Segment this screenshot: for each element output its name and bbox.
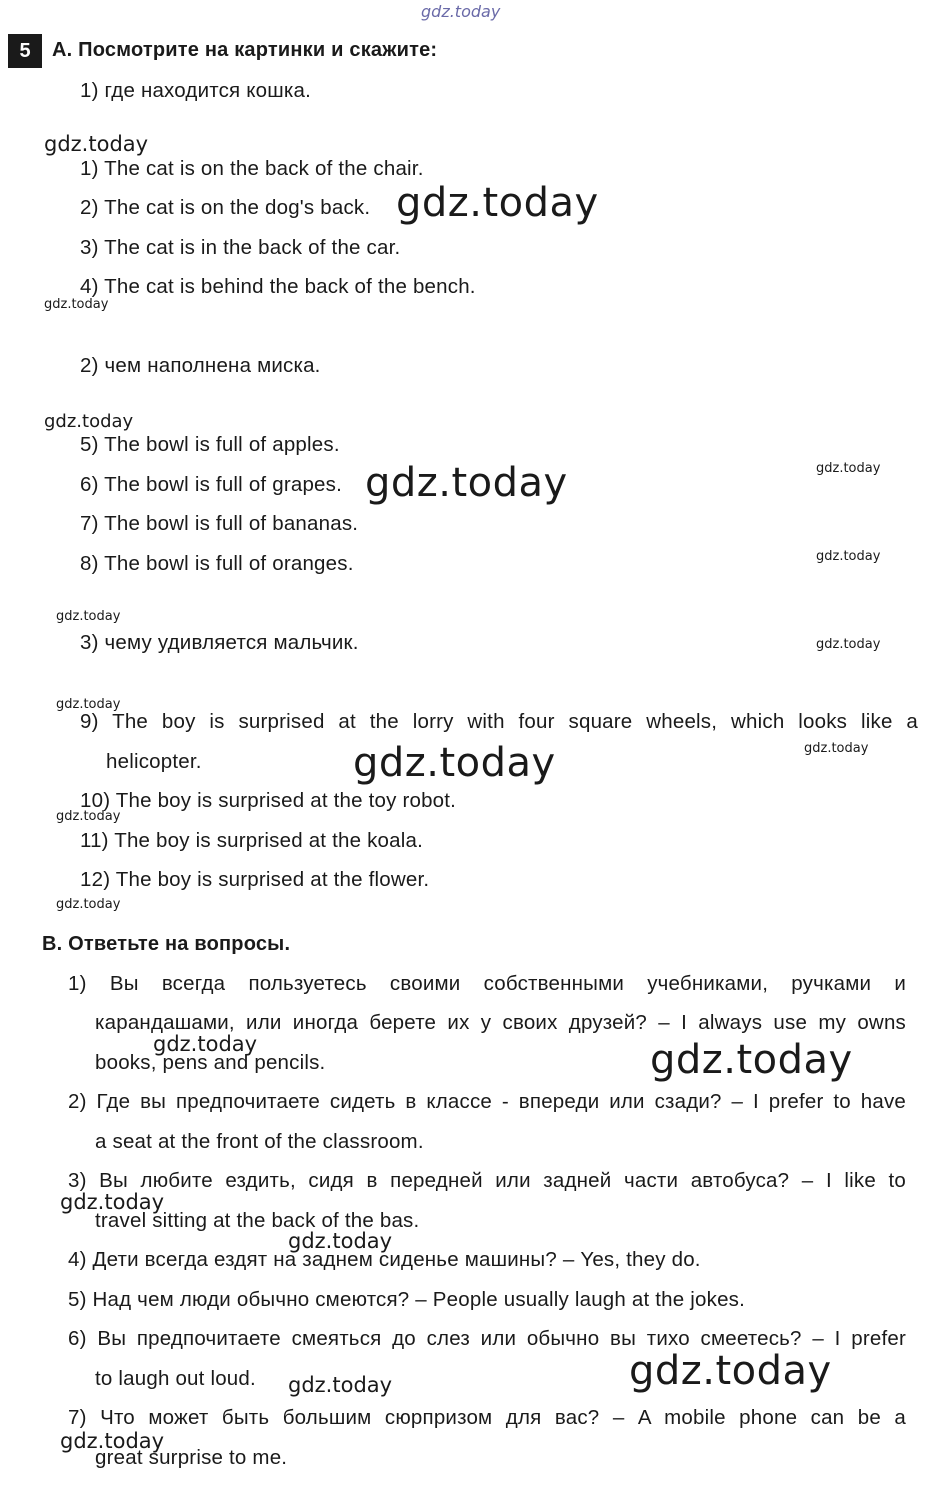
qa-line: 2) Где вы предпочитаете сидеть в классе - впереди или сзади? – I prefer to have bbox=[68, 1090, 906, 1113]
watermark: gdz.today bbox=[56, 697, 121, 712]
watermark: gdz.today bbox=[60, 1190, 165, 1214]
answer-line: 7) The bowl is full of bananas. bbox=[80, 512, 359, 535]
watermark: gdz.today bbox=[56, 809, 121, 824]
qa-line: to laugh out loud. bbox=[95, 1367, 256, 1390]
answer-line: 2) The cat is on the dog's back. bbox=[80, 196, 371, 219]
watermark: gdz.today bbox=[153, 1032, 258, 1056]
watermark: gdz.today bbox=[396, 180, 599, 226]
watermark: gdz.today bbox=[56, 609, 121, 624]
watermark: gdz.today bbox=[288, 1229, 393, 1253]
answer-line: 12) The boy is surprised at the flower. bbox=[80, 868, 430, 891]
watermark: gdz.today bbox=[56, 897, 121, 912]
exercise-number-badge: 5 bbox=[8, 34, 42, 68]
qa-line: 5) Над чем люди обычно смеются? – People usually laugh at the jokes. bbox=[68, 1288, 746, 1311]
watermark: gdz.today bbox=[816, 549, 881, 564]
answer-line: 9) The boy is surprised at the lorry with four square wheels, which looks like a bbox=[80, 710, 918, 733]
qa-line: 7) Что может быть большим сюрпризом для вас? – A mobile phone can be a bbox=[68, 1406, 906, 1429]
part-b-heading: B. Ответьте на вопросы. bbox=[42, 933, 291, 955]
question-prompt: 3) чему удивляется мальчик. bbox=[80, 631, 359, 654]
watermark: gdz.today bbox=[421, 2, 501, 21]
answer-line: 1) The cat is on the back of the chair. bbox=[80, 157, 424, 180]
part-a-heading: A. Посмотрите на картинки и скажите: bbox=[52, 39, 438, 61]
watermark: gdz.today bbox=[288, 1373, 393, 1397]
watermark: gdz.today bbox=[804, 741, 869, 756]
watermark: gdz.today bbox=[629, 1348, 832, 1394]
qa-line: карандашами, или иногда берете их у своих друзей? – I always use my owns bbox=[95, 1011, 906, 1034]
watermark: gdz.today bbox=[650, 1037, 853, 1083]
answer-line: 6) The bowl is full of grapes. bbox=[80, 473, 342, 496]
answer-line-continued: helicopter. bbox=[106, 750, 202, 773]
watermark: gdz.today bbox=[353, 740, 556, 786]
qa-line: 3) Вы любите ездить, сидя в передней или задней части автобуса? – I like to bbox=[68, 1169, 906, 1192]
watermark: gdz.today bbox=[44, 132, 149, 156]
watermark: gdz.today bbox=[816, 461, 881, 476]
qa-line: a seat at the front of the classroom. bbox=[95, 1130, 424, 1153]
qa-line: great surprise to me. bbox=[95, 1446, 288, 1469]
question-prompt: 2) чем наполнена миска. bbox=[80, 354, 321, 377]
answer-line: 11) The boy is surprised at the koala. bbox=[80, 829, 423, 852]
qa-line: 6) Вы предпочитаете смеяться до слез или обычно вы тихо смеетесь? – I prefer bbox=[68, 1327, 906, 1350]
qa-line: travel sitting at the back of the bas. bbox=[95, 1209, 420, 1232]
watermark: gdz.today bbox=[44, 297, 109, 312]
watermark: gdz.today bbox=[60, 1429, 165, 1453]
watermark: gdz.today bbox=[816, 637, 881, 652]
qa-line: 4) Дети всегда ездят на заднем сиденье машины? – Yes, they do. bbox=[68, 1248, 701, 1271]
watermark: gdz.today bbox=[365, 460, 568, 506]
answer-line: 5) The bowl is full of apples. bbox=[80, 433, 340, 456]
watermark: gdz.today bbox=[44, 411, 134, 432]
question-prompt: 1) где находится кошка. bbox=[80, 79, 312, 102]
answer-line: 4) The cat is behind the back of the bench. bbox=[80, 275, 476, 298]
answer-line: 3) The cat is in the back of the car. bbox=[80, 236, 401, 259]
answer-line: 10) The boy is surprised at the toy robot. bbox=[80, 789, 457, 812]
answer-line: 8) The bowl is full of oranges. bbox=[80, 552, 354, 575]
qa-line: 1) Вы всегда пользуетесь своими собственными учебниками, ручками и bbox=[68, 972, 906, 995]
qa-line: books, pens and pencils. bbox=[95, 1051, 326, 1074]
